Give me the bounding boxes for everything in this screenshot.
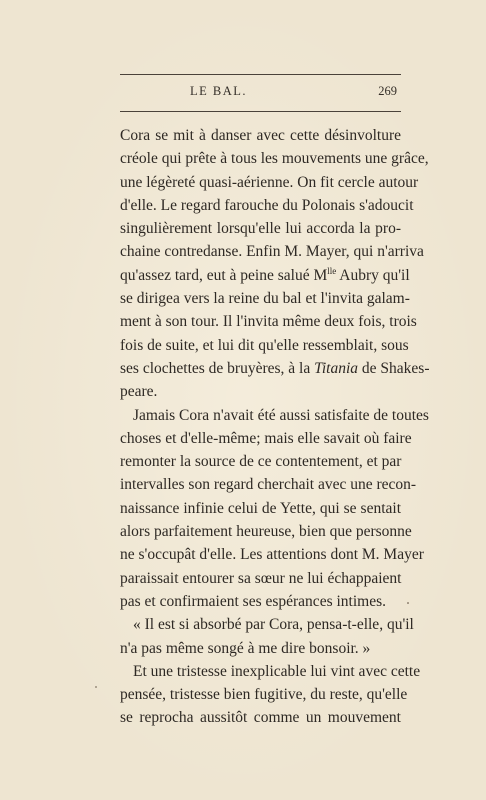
line-text: chaine contredanse. Enfin M. Mayer, qui n'arriva	[120, 243, 424, 261]
text-line	[120, 194, 414, 217]
superscript-abbrev: lle	[327, 265, 337, 276]
line-text: « Il est si absorbé par Cora, pensa-t-elle, qu'il	[133, 616, 414, 634]
text-line	[120, 590, 401, 613]
text-line	[120, 287, 410, 310]
line-text: peare.	[120, 383, 158, 401]
line-text: d'elle. Le regard farouche du Polonais s'adoucit	[120, 196, 414, 214]
line-text: ses clochettes de bruyères, à la	[120, 359, 315, 377]
line-text: qu'assez tard, eut à peine salué M	[120, 266, 328, 284]
line-text: choses et d'elle-même; mais elle savait où faire	[120, 429, 412, 447]
text-line	[120, 357, 430, 380]
text-line	[120, 124, 401, 147]
line-text-continued: de Shakes-	[358, 359, 430, 377]
line-text: Et une tristesse inexplicable lui vint avec cette	[133, 662, 421, 680]
line-text: créole qui prête à tous les mouvements une grâce,	[120, 150, 429, 168]
line-text: pas et confirmaient ses espérances intimes.	[120, 592, 386, 610]
body-text	[120, 124, 430, 730]
text-line	[120, 427, 412, 450]
line-text: paraissait entourer sa sœur ne lui échappaient	[120, 569, 402, 587]
text-line	[120, 240, 424, 263]
paper-speck	[407, 602, 409, 604]
text-line	[120, 404, 429, 427]
line-text: pensée, tristesse bien fugitive, du reste, qu'elle	[120, 686, 408, 704]
text-line	[120, 706, 401, 729]
text-line	[120, 264, 410, 287]
line-text: alors parfaitement heureuse, bien que personne	[120, 523, 412, 541]
text-line	[120, 567, 401, 590]
text-line	[120, 683, 408, 706]
text-line	[120, 380, 401, 403]
running-title: LE BAL.	[190, 84, 248, 98]
line-text: se dirigea vers la reine du bal et l'invita galam-	[120, 290, 410, 308]
text-line	[120, 520, 412, 543]
line-text-continued: Aubry qu'il	[336, 266, 410, 284]
line-text: Cora se mit à danser avec cette désinvolture	[120, 127, 401, 144]
line-text: remonter la source de ce contentement, et par	[120, 453, 402, 471]
text-line	[120, 473, 417, 496]
line-text: intervalles son regard cherchait avec une recon-	[120, 476, 417, 494]
line-text: Jamais Cora n'avait été aussi satisfaite de toutes	[133, 406, 429, 424]
text-line	[120, 217, 401, 240]
header-rule-top	[120, 74, 401, 75]
line-text: ment à son tour. Il l'invita même deux fois, trois	[120, 313, 417, 331]
line-text: n'a pas même songé à me dire bonsoir. »	[120, 639, 371, 657]
text-line	[120, 637, 401, 660]
line-text: se reprocha aussitôt comme un mouvement	[120, 709, 401, 727]
line-text: ne s'occupât d'elle. Les attentions dont M. Mayer	[120, 546, 424, 564]
line-text: singulièrement lorsqu'elle lui accorda la pro-	[120, 220, 401, 238]
text-line	[120, 497, 401, 520]
text-line	[120, 450, 401, 473]
text-line	[120, 613, 414, 636]
text-line	[120, 147, 429, 170]
line-text: fois de suite, et lui dit qu'elle ressemblait, sous	[120, 336, 409, 354]
text-line	[120, 660, 421, 683]
text-line	[120, 334, 409, 357]
text-line	[120, 310, 417, 333]
italic-title: Titania	[314, 359, 359, 377]
line-text: naissance infinie celui de Yette, qui se sentait	[120, 499, 401, 517]
line-text: une légèreté quasi-aérienne. On fit cercle autour	[120, 173, 419, 191]
text-line	[120, 543, 424, 566]
paper-speck	[95, 686, 97, 688]
text-line	[120, 171, 419, 194]
page-number: 269	[378, 84, 397, 98]
running-head	[120, 84, 401, 104]
header-rule-bottom	[120, 111, 401, 112]
